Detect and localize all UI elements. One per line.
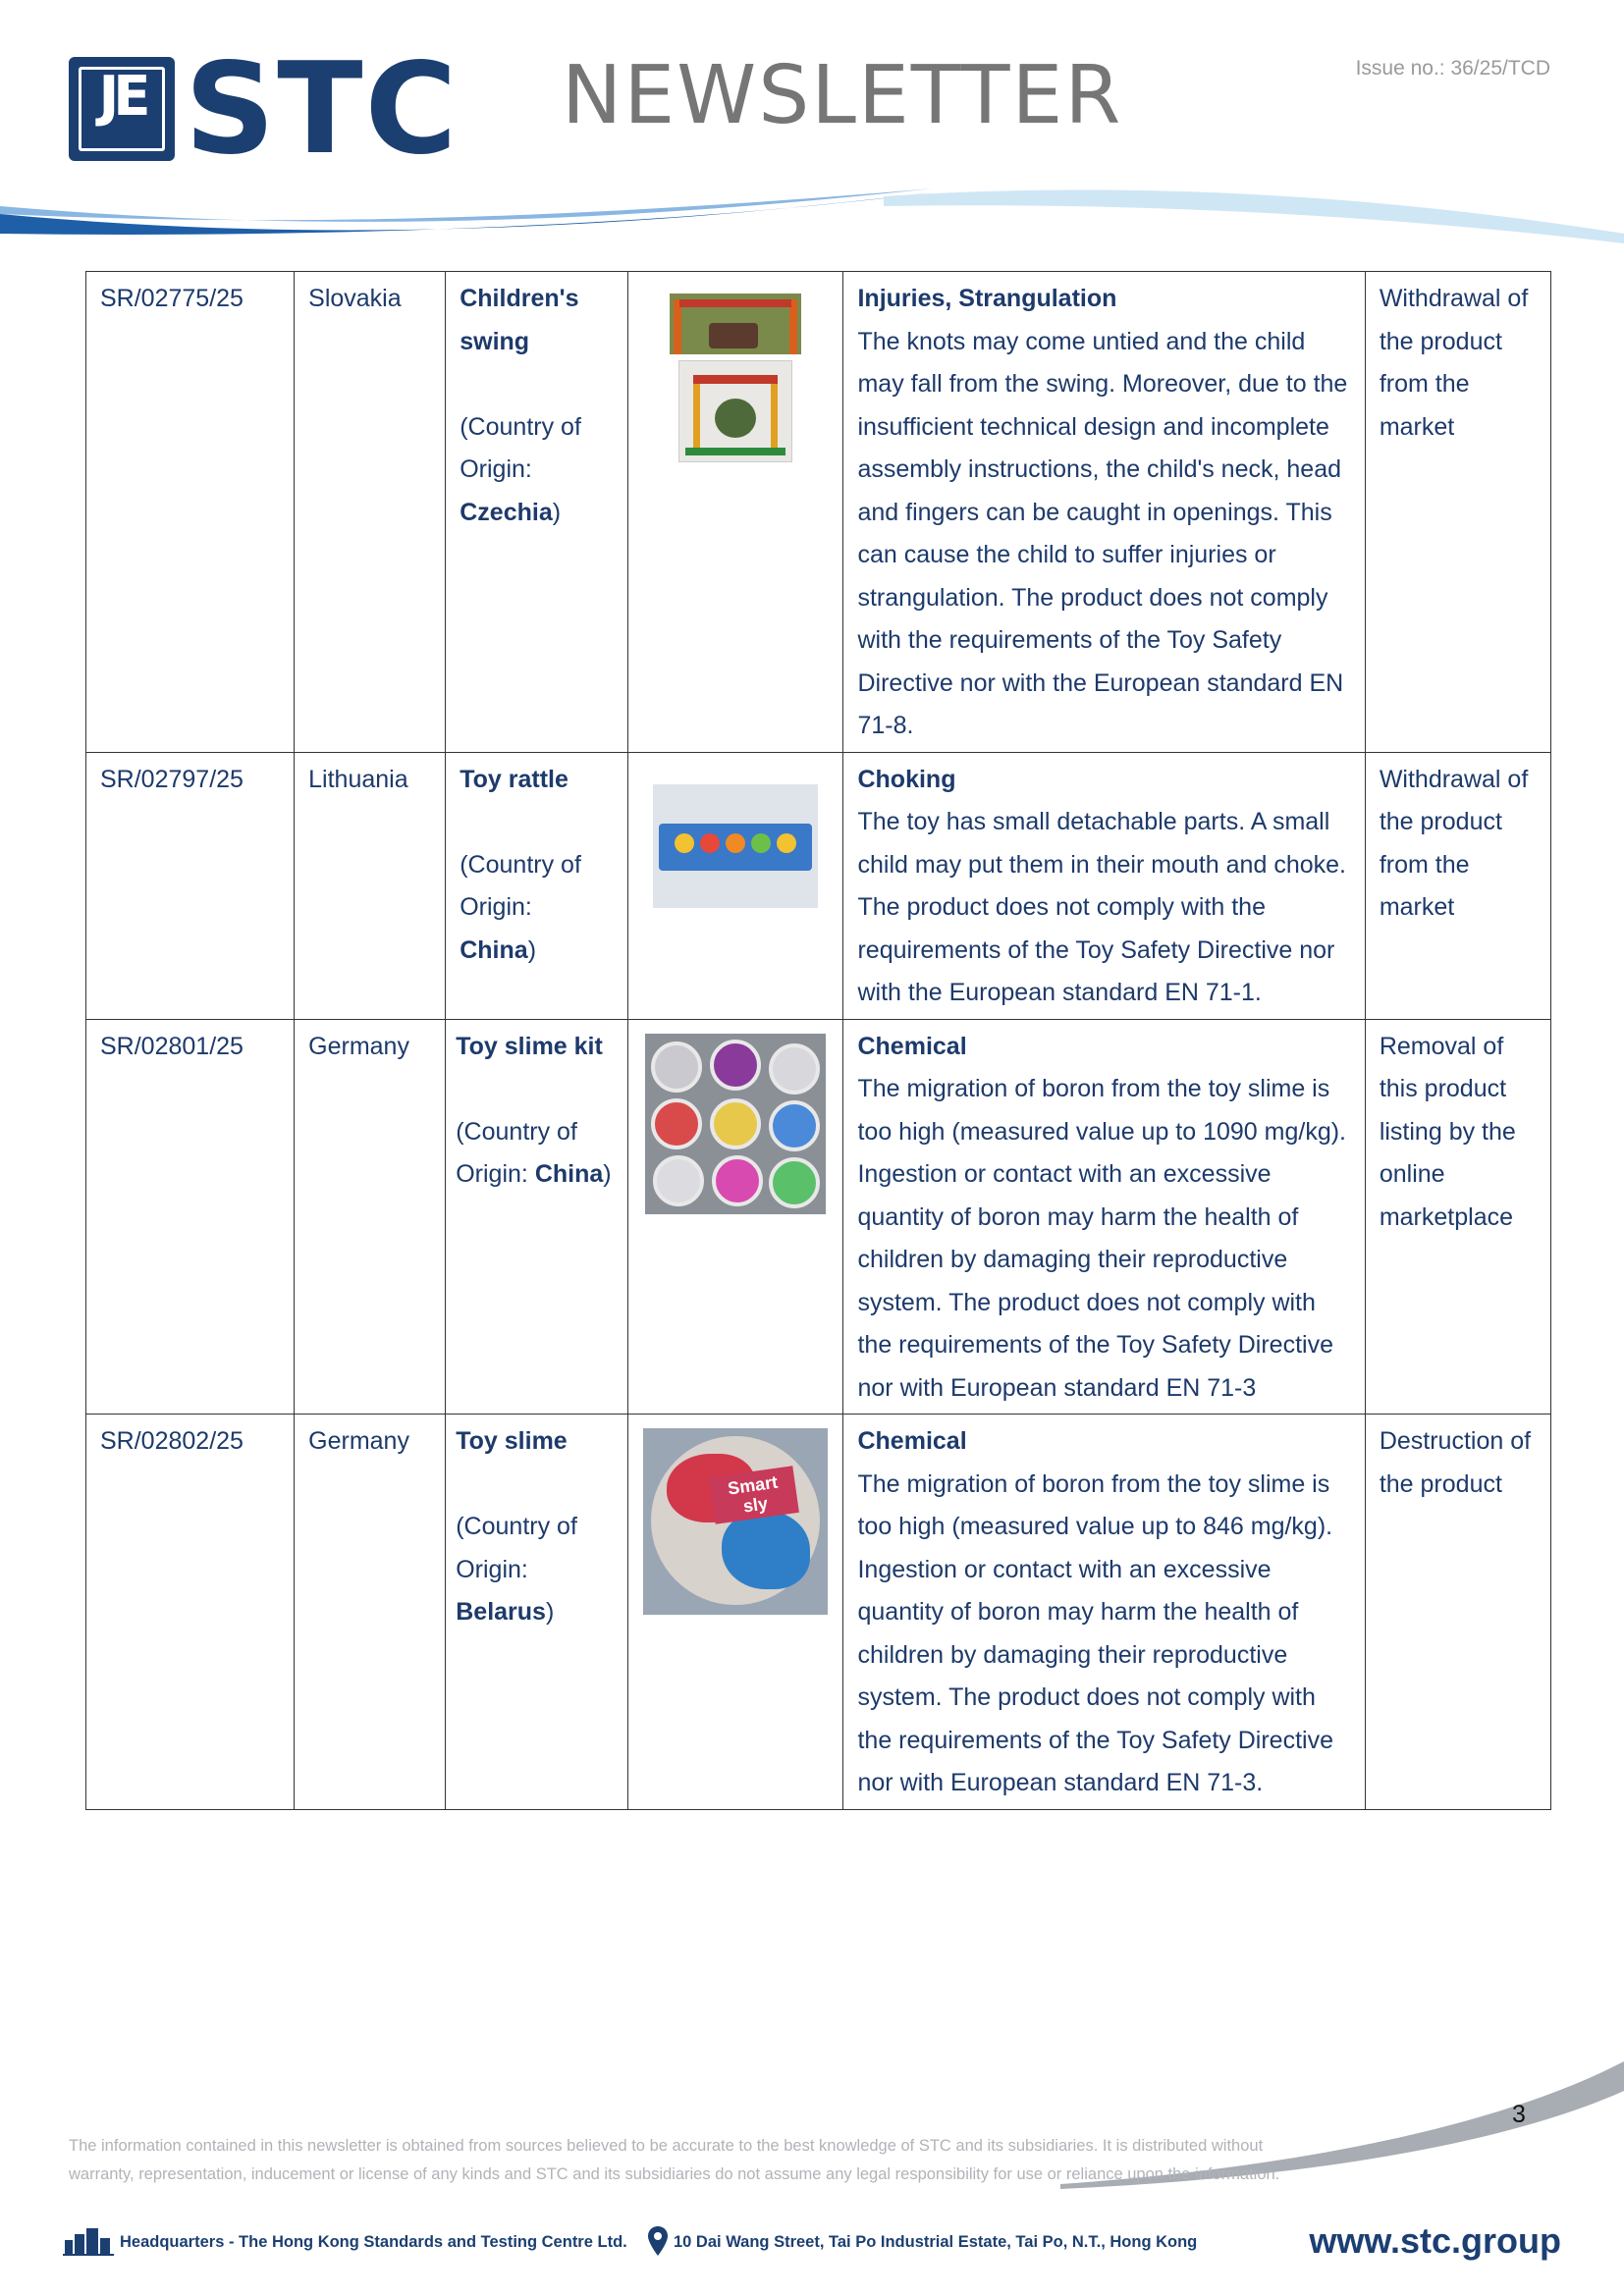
table-row: [86, 1415, 1551, 1810]
origin-close: ): [552, 498, 562, 526]
reference-cell: SR/02802/25: [86, 1415, 295, 1810]
country-cell: Slovakia: [295, 272, 446, 753]
swing-photo-icon: [678, 360, 792, 462]
newsletter-title: NEWSLETTER: [562, 49, 1123, 142]
origin-country: China: [460, 935, 528, 964]
risk-title: Injuries, Strangulation: [857, 285, 1117, 312]
country-cell: Germany: [295, 1019, 446, 1415]
risk-text: The migration of boron from the toy slime is too high (measured value up to 846 mg/kg). Ingestion or contact with an excessive quantity of boron may harm the health of children by damaging their reproductive system. The product does not comply with the requirements of the Toy Safety Directive nor with European standard EN 71-3.: [857, 1469, 1333, 1796]
risk-title: Chemical: [857, 1427, 967, 1455]
risk-text: The toy has small detachable parts. A small child may put them in their mouth and choke. The product does not comply with the requirements of the Toy Safety Directive nor with the European standard EN 71-1.: [857, 808, 1346, 1006]
reference-cell: SR/02797/25: [86, 752, 295, 1019]
footer-bar: [63, 2222, 1561, 2266]
product-name: Toy slime: [456, 1427, 568, 1455]
website-link[interactable]: www.stc.group: [1309, 2220, 1561, 2261]
measure-cell: Withdrawal of the product from the market: [1365, 752, 1550, 1019]
origin-label: (Country of Origin:: [460, 850, 581, 921]
origin-close: ): [527, 935, 537, 964]
product-cell: [446, 1415, 628, 1810]
recall-table: [85, 271, 1551, 1810]
slime-kit-photo-icon: [645, 1034, 826, 1214]
product-name: Toy rattle: [460, 765, 568, 793]
location-pin-icon: [648, 2226, 668, 2256]
risk-text: The knots may come untied and the child may fall from the swing. Moreover, due to the insufficient technical design and incomplete assembly instructions, the child's neck, head and fingers can be caught in openings. This can cause the child to suffer injuries or strangulation. The product does not comply with the requirements of the Toy Safety Directive nor with the European standard EN 71-8.: [857, 327, 1348, 739]
logo-text: STC: [185, 36, 460, 183]
risk-title: Choking: [857, 765, 956, 793]
logo-glyph: JE: [98, 65, 145, 129]
product-cell: [446, 272, 628, 753]
table-row: [86, 272, 1551, 753]
stc-logo: [69, 36, 471, 183]
address-text: 10 Dai Wang Street, Tai Po Industrial Estate, Tai Po, N.T., Hong Kong: [674, 2233, 1198, 2251]
risk-cell: [843, 752, 1365, 1019]
risk-cell: [843, 272, 1365, 753]
measure-cell: Withdrawal of the product from the market: [1365, 272, 1550, 753]
image-cell: [628, 1415, 843, 1810]
headquarters-text: Headquarters - The Hong Kong Standards and Testing Centre Ltd.: [120, 2233, 627, 2251]
origin-label: (Country of Origin:: [460, 412, 581, 483]
origin-country: Belarus: [456, 1598, 546, 1626]
header-wave-decoration: [0, 185, 1624, 253]
rattle-photo-icon: [653, 784, 818, 908]
risk-cell: [843, 1019, 1365, 1415]
disclaimer-text: The information contained in this newsletter is obtained from sources believed to be accurate to the best knowledge of STC and its subsidiaries. It is distributed without warranty, representation, inducement or license of any kinds and STC and its subsidiaries do not assume any legal responsibility for use or reliance upon the information.: [69, 2137, 1280, 2183]
table-row: [86, 752, 1551, 1019]
risk-text: The migration of boron from the toy slime is too high (measured value up to 1090 mg/kg). Ingestion or contact with an excessive quantity of boron may harm the health of children by damaging their reproductive system. The product does not comply with the requirements of the Toy Safety Directive nor with European standard EN 71-3: [857, 1075, 1347, 1402]
origin-label: (Country of Origin:: [456, 1513, 577, 1583]
image-cell: [628, 272, 843, 753]
product-name: Toy slime kit: [456, 1032, 603, 1060]
stc-emblem-icon: [69, 57, 175, 161]
product-cell: [446, 752, 628, 1019]
product-name: Children's swing: [460, 285, 579, 355]
origin-label: (Country of Origin:: [456, 1117, 577, 1188]
risk-title: Chemical: [857, 1032, 967, 1060]
reference-cell: SR/02801/25: [86, 1019, 295, 1415]
origin-close: ): [545, 1598, 555, 1626]
swing-photo-icon: [670, 294, 801, 354]
measure-cell: Destruction of the product: [1365, 1415, 1550, 1810]
measure-cell: Removal of this product listing by the online marketplace: [1365, 1019, 1550, 1415]
country-cell: Germany: [295, 1415, 446, 1810]
image-cell: [628, 752, 843, 1019]
reference-cell: SR/02775/25: [86, 272, 295, 753]
page-number: 3: [1512, 2101, 1526, 2128]
origin-close: ): [603, 1160, 612, 1188]
risk-cell: [843, 1415, 1365, 1810]
slime-tub-photo-icon: [643, 1428, 828, 1615]
issue-number: Issue no.: 36/25/TCD: [1355, 57, 1550, 80]
product-cell: [446, 1019, 628, 1415]
image-cell: [628, 1019, 843, 1415]
country-cell: Lithuania: [295, 752, 446, 1019]
building-icon: [63, 2228, 114, 2256]
origin-country: China: [534, 1160, 604, 1188]
origin-country: Czechia: [460, 498, 553, 526]
table-row: [86, 1019, 1551, 1415]
slime-brand-label: Smart sly: [709, 1466, 799, 1524]
